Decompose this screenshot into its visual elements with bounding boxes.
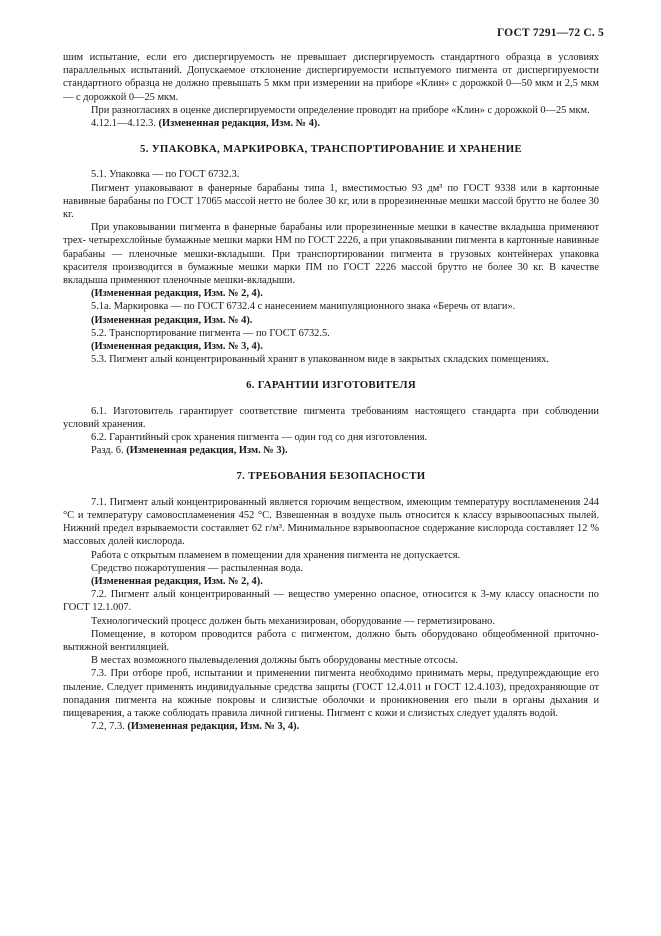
paragraph-text: 5.2. Транспортирование пигмента — по ГОСТ 6732.5. (91, 327, 330, 339)
paragraph-text: 7.1. Пигмент алый концентрированный является горючим веществом, имеющим температуру воспламенения 244 °С и температуру самовоспламенения 452 °С. Взвешенная в воздухе пыль относится к классу взрывоопасных пылей. Нижний предел взрываемости составляет 62 г/м³. Минимальное взрывоопасное содержание кислорода составляет 12 % массовых долей кислорода. (63, 496, 599, 548)
paragraph (63, 654, 599, 667)
paragraph-text: 7.3. При отборе проб, испытании и применении пигмента необходимо принимать меры, предупреждающие его пыление. Следует применять индивидуальные средства защиты (ГОСТ 12.4.011 и ГОСТ 12.4.103), предохраняющие от попадания пигмента на кожные покровы и слизистые оболочки и проникновения его пыли в органы дыхания и пищеварения, а также соблюдать правила личной гигиены. Пигмент с кожи и слизистых следует удалять водой. (63, 668, 599, 719)
paragraph (63, 444, 599, 457)
paragraph-text: В местах возможного пылевыделения должны быть оборудованы местные отсосы. (91, 655, 458, 667)
section-heading: 6. ГАРАНТИИ ИЗГОТОВИТЕЛЯ (246, 379, 416, 392)
paragraph-text: Разд. 6. (91, 445, 127, 457)
paragraph (63, 353, 599, 366)
paragraph (63, 51, 599, 104)
paragraph (63, 340, 599, 353)
amendment-note: (Измененная редакция, Изм. № 3). (126, 445, 288, 457)
paragraph (63, 168, 599, 181)
paragraph-text: 4.12.1—4.12.3. (91, 118, 159, 130)
paragraph (63, 431, 599, 444)
paragraph (63, 405, 599, 431)
paragraph (63, 562, 599, 575)
paragraph-text: Технологический процесс должен быть механизирован, оборудование — герметизировано. (91, 615, 495, 627)
paragraph (63, 588, 599, 614)
paragraph (63, 496, 599, 549)
amendment-note: (Измененная редакция, Изм. № 3, 4). (127, 721, 300, 733)
paragraph (63, 615, 599, 628)
paragraph (63, 287, 599, 300)
document-body (63, 51, 599, 733)
amendment-note: (Измененная редакция, Изм. № 2, 4). (91, 288, 263, 300)
paragraph (63, 117, 599, 130)
paragraph (63, 104, 599, 117)
paragraph (63, 300, 599, 313)
paragraph (63, 628, 599, 654)
paragraph (63, 549, 599, 562)
paragraph-text: 6.2. Гарантийный срок хранения пигмента — один год со дня изготовления. (91, 432, 428, 444)
section-heading: 7. ТРЕБОВАНИЯ БЕЗОПАСНОСТИ (236, 470, 426, 483)
paragraph-text: Помещение, в котором проводится работа с пигментом, должно быть оборудовано общеобменной приточно-вытяжной вентиляцией. (63, 628, 599, 653)
page-header: ГОСТ 7291—72 С. 5 (496, 27, 604, 39)
paragraph (63, 221, 599, 287)
paragraph-text: При разногласиях в оценке диспергируемости определение проводят на приборе «Клин» с дорожкой 0—25 мкм. (91, 104, 590, 116)
paragraph (63, 720, 599, 733)
amendment-note: (Измененная редакция, Изм. № 4). (158, 118, 320, 130)
paragraph-text: Работа с открытым пламенем в помещении для хранения пигмента не допускается. (91, 549, 461, 561)
paragraph-text: шим испытание, если его диспергируемость не превышает диспергируемость стандартного образца в условиях параллельных испытаний. Допускаемое отклонение диспергируемости испытуемого пигмента от диспергируемости стандартного образца не должно превышать 5 мкм при измерении на приборе «Клин» с дорожкой 0—50 мкм и 2,5 мкм — с дорожкой 0—25 мкм. (63, 52, 599, 103)
amendment-note: (Измененная редакция, Изм. № 4). (91, 314, 253, 326)
paragraph-text: 5.1. Упаковка — по ГОСТ 6732.3. (91, 169, 240, 181)
paragraph-text: При упаковывании пигмента в фанерные барабаны или прорезиненные мешки в качестве вкладыша применяют трех- четырехслойные бумажные мешки марки НМ по ГОСТ 2226, а при упаковывании пигмента в картонные навивные барабаны — пленочные мешки-вкладыши. При транспортировании пигмента в грузовых контейнерах упаковка красителя производится в бумажные мешки марки ПМ по ГОСТ 2226 массой брутто не более 30 кг. В качестве вкладыша применяют пленочные мешки-вкладыши. (63, 222, 599, 287)
paragraph-text: 7.2. Пигмент алый концентрированный — вещество умеренно опасное, относится к 3-му классу опасности по ГОСТ 12.1.007. (63, 589, 599, 614)
paragraph-text: 6.1. Изготовитель гарантирует соответствие пигмента требованиям настоящего стандарта при соблюдении условий хранения. (63, 405, 599, 430)
section-heading: 5. УПАКОВКА, МАРКИРОВКА, ТРАНСПОРТИРОВАНИЕ И ХРАНЕНИЕ (140, 143, 522, 156)
paragraph-text: Средство пожаротушения — распыленная вода. (91, 562, 304, 574)
amendment-note: (Измененная редакция, Изм. № 3, 4). (91, 341, 263, 353)
paragraph-text: 5.3. Пигмент алый концентрированный хранят в упакованном виде в закрытых складских помещениях. (91, 354, 550, 366)
paragraph (63, 667, 599, 720)
paragraph (63, 327, 599, 340)
paragraph-text: 5.1a. Маркировка — по ГОСТ 6732.4 с нанесением манипуляционного знака «Беречь от влаги». (91, 301, 516, 313)
paragraph (63, 182, 599, 222)
paragraph (63, 575, 599, 588)
paragraph-text: Пигмент упаковывают в фанерные барабаны типа 1, вместимостью 93 дм³ по ГОСТ 9338 или в картонные навивные барабаны по ГОСТ 17065 массой нетто не более 30 кг, или в прорезиненные мешки массой брутто не более 30 кг. (63, 182, 599, 221)
amendment-note: (Измененная редакция, Изм. № 2, 4). (91, 575, 263, 587)
paragraph (63, 314, 599, 327)
paragraph-text: 7.2, 7.3. (91, 721, 128, 733)
